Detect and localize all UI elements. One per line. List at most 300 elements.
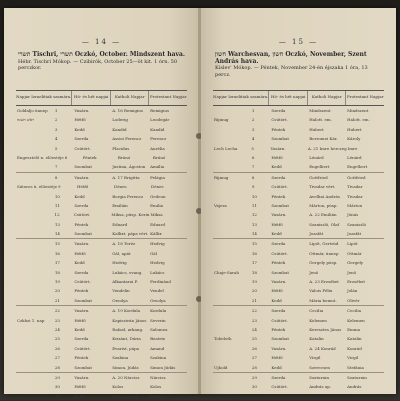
protestant-name: Hedvig xyxy=(150,241,165,247)
catholic-saint: Tivadar vért. xyxy=(309,184,336,190)
protestant-name: Szaniszló xyxy=(347,221,367,227)
weekday: Péntek xyxy=(271,260,286,266)
day-number: 4 xyxy=(54,136,58,142)
day-number: 6 xyxy=(251,154,255,160)
protestant-name: Szabina xyxy=(150,355,167,361)
day-number: 30 xyxy=(54,384,60,390)
catholic-saint: A. 18 Teréz xyxy=(112,241,136,247)
protestant-name: Engelbert xyxy=(347,164,368,170)
weekday: Kedd xyxy=(271,164,282,170)
catholic-saint: Vendelin xyxy=(112,288,130,294)
catholic-saint: Rafael, arkang. xyxy=(112,326,144,332)
protestant-name: Jenő xyxy=(347,269,357,275)
day-number: 1 xyxy=(54,108,58,113)
weekday: Szerda xyxy=(74,202,89,208)
table-row xyxy=(16,153,187,162)
table-row xyxy=(213,382,384,391)
table-row xyxy=(213,296,384,306)
catholic-saint: Gál, apát xyxy=(112,250,131,256)
catholic-saint: Szaniszló, Olaf xyxy=(309,221,340,227)
jewish-note xyxy=(16,296,54,305)
catholic-saint: Kapisztrán János xyxy=(112,317,147,323)
jewish-note xyxy=(16,268,54,277)
protestant-name: Eduard xyxy=(150,221,166,227)
weekday: Péntek xyxy=(74,288,89,294)
weekday: Hétfő xyxy=(74,384,86,390)
column-headers xyxy=(16,90,187,106)
protestant-name: Leodegár xyxy=(150,117,170,123)
table-row xyxy=(213,316,384,325)
jewish-note xyxy=(16,334,54,343)
day-number: 2 xyxy=(54,117,58,123)
jewish-note xyxy=(213,220,251,229)
jewish-note xyxy=(213,229,251,238)
protestant-name: Ferdinánd xyxy=(150,279,171,285)
day-number: 7 xyxy=(54,164,58,170)
day-number: 25 xyxy=(251,336,257,342)
page-number: — 15 — xyxy=(278,38,319,46)
protestant-name: Imre xyxy=(347,145,358,151)
protestant-name: Remigius xyxy=(150,108,170,113)
catholic-saint: A. 21 Imre herczeg xyxy=(307,145,347,151)
weekday: Vasárn. xyxy=(271,279,287,285)
table-row xyxy=(16,134,187,143)
table-row xyxy=(213,363,384,373)
month-title: חשון Warchesvan, חשון Oczkó, November, Szent András hava. xyxy=(215,51,367,65)
day-number: 4 xyxy=(251,136,255,142)
weekday: Csütört. xyxy=(271,250,288,256)
month-subtitle: Kislev' Mókop. — Péntek, November 24-én éjszaka 1 óra, 13 percz. xyxy=(215,65,368,78)
catholic-saint: A. 17 Brigitta xyxy=(112,174,140,180)
day-number: 27 xyxy=(54,355,60,361)
catholic-saint: Keresztes János xyxy=(309,326,342,332)
day-number: 8 xyxy=(251,174,255,180)
col-catholic: Katholi Napjar xyxy=(111,91,150,105)
catholic-saint: Kandid xyxy=(112,126,127,132)
weekday: Szombat xyxy=(271,336,289,342)
protestant-name: Kállix xyxy=(150,231,162,237)
table-row xyxy=(16,182,187,191)
protestant-name: Ferencz xyxy=(150,136,167,142)
weekday: Péntek xyxy=(74,355,89,361)
table-row xyxy=(16,334,187,343)
jewish-note xyxy=(16,229,54,238)
day-number: 24 xyxy=(54,326,60,332)
weekday: Szombat xyxy=(74,164,92,170)
weekday: Hétfő xyxy=(271,355,283,361)
day-number: 19 xyxy=(54,279,60,285)
table-row xyxy=(16,144,187,153)
day-number: 29 xyxy=(251,374,257,380)
protestant-name: Dénes xyxy=(151,184,164,190)
catholic-saint: Gergely püsp. xyxy=(309,260,338,266)
day-number: 18 xyxy=(54,269,60,275)
jewish-note xyxy=(213,258,251,267)
day-number: 5 xyxy=(54,145,58,151)
day-number: 28 xyxy=(251,364,257,370)
table-row xyxy=(213,173,384,182)
day-number: 24 xyxy=(251,326,257,332)
catholic-saint: Mindszent xyxy=(309,108,331,113)
jewish-note xyxy=(213,325,251,334)
table-row xyxy=(16,192,187,201)
weekday: Hétfő xyxy=(74,117,86,123)
weekday: Csütört. xyxy=(73,212,91,218)
protestant-name: Gottfried xyxy=(347,174,366,180)
day-number: 9 xyxy=(251,184,255,190)
protestant-name: Mindszent xyxy=(347,108,369,113)
jewish-note: Rijmug xyxy=(214,174,229,180)
jewish-note xyxy=(16,306,54,315)
table-row xyxy=(16,115,187,124)
table-row xyxy=(213,162,384,172)
protestant-name: Hubert xyxy=(347,126,362,132)
day-number: 30 xyxy=(251,384,257,390)
jewish-note xyxy=(16,258,54,267)
right-page xyxy=(201,8,396,394)
day-number: 19 xyxy=(251,279,257,285)
jewish-note xyxy=(16,277,54,286)
day-number: 12 xyxy=(54,212,60,218)
left-page xyxy=(4,8,199,399)
jewish-note: Toledoth xyxy=(214,336,232,342)
table-row xyxy=(16,316,187,325)
table-row xyxy=(16,353,187,362)
jewish-note xyxy=(16,134,54,143)
table-row xyxy=(16,258,187,267)
weekday: Szerda xyxy=(74,136,89,142)
protestant-name: Halott. em. xyxy=(347,117,370,123)
protestant-name: Gedeon xyxy=(150,193,166,199)
weekday: Szombat xyxy=(271,136,289,142)
weekday: Vasárn. xyxy=(74,174,90,180)
jewish-note: ראש השנה xyxy=(17,117,35,123)
weekday: Csütört. xyxy=(271,184,288,190)
day-number: 18 xyxy=(251,269,257,275)
weekday: Vasárn. xyxy=(271,212,287,218)
day-number: 20 xyxy=(54,288,60,294)
table-row xyxy=(16,125,187,134)
jewish-note xyxy=(16,353,54,362)
weekday: Hétfő xyxy=(76,184,89,190)
protestant-name: Amand xyxy=(150,345,165,351)
catholic-saint: A. 23 Erzsébet xyxy=(309,279,339,285)
weekday: Szombat xyxy=(271,202,289,208)
table-row xyxy=(16,229,187,239)
jewish-note xyxy=(16,210,54,219)
jewish-note xyxy=(213,182,251,191)
protestant-name: Nárcisz xyxy=(150,374,166,380)
table-row xyxy=(213,192,384,201)
day-number: 8 xyxy=(54,174,58,180)
protestant-name: Olivér xyxy=(347,297,360,303)
table-row xyxy=(16,162,187,172)
day-number: 10 xyxy=(251,193,257,199)
day-number: 12 xyxy=(251,212,257,218)
table-row xyxy=(213,153,384,162)
day-number: 13 xyxy=(251,221,257,227)
jewish-note xyxy=(16,144,54,153)
protestant-name: Amália xyxy=(150,164,165,170)
protestant-name: Szaturnin xyxy=(347,374,367,380)
catholic-saint: A. 19 Kordula xyxy=(112,308,141,314)
col-catholic: Katholi Napjar xyxy=(308,91,347,105)
protestant-name: Gergely xyxy=(347,260,364,266)
catholic-saint: Szaturnin xyxy=(309,374,329,380)
table-row xyxy=(16,220,187,229)
table-row xyxy=(213,239,384,248)
table-row xyxy=(16,392,187,401)
protestant-name: András xyxy=(347,384,362,390)
jewish-note xyxy=(16,382,54,391)
jewish-note xyxy=(213,249,251,258)
weekday: Kedd xyxy=(74,126,85,132)
protestant-name: Tivadar xyxy=(347,193,363,199)
weekday: Szerda xyxy=(271,374,286,380)
protestant-name: Jozafát xyxy=(347,231,362,237)
day-number: 2 xyxy=(251,117,255,123)
weekday: Kedd xyxy=(74,260,85,266)
protestant-name: Károly xyxy=(347,136,361,142)
table-row xyxy=(16,249,187,258)
day-number: 16 xyxy=(54,250,60,256)
table-row xyxy=(213,134,384,143)
day-number: 31 xyxy=(54,393,60,399)
weekday: Kedd xyxy=(271,231,282,237)
weekday: Szerda xyxy=(271,108,286,113)
table-row xyxy=(213,249,384,258)
weekday: Péntek xyxy=(271,326,286,332)
catholic-saint: Orsolya xyxy=(112,297,128,303)
catholic-saint: Mária bemut. xyxy=(309,297,337,303)
jewish-note xyxy=(213,239,251,248)
catholic-saint: Avellini András xyxy=(309,193,340,199)
protestant-name: Kelemen xyxy=(347,317,365,323)
table-row xyxy=(213,210,384,219)
table-row xyxy=(16,277,187,286)
jewish-note xyxy=(213,106,251,115)
day-number: 29 xyxy=(54,374,60,380)
jewish-note xyxy=(213,277,251,286)
protestant-name: Pelágia xyxy=(150,174,165,180)
table-row xyxy=(213,229,384,239)
table-row xyxy=(16,382,187,391)
jewish-note xyxy=(213,210,251,219)
open-book-spread xyxy=(4,8,396,399)
protestant-name: Stefánia xyxy=(347,364,364,370)
day-number: 21 xyxy=(251,297,257,303)
catholic-saint: Borromei Kár. xyxy=(309,136,338,142)
protestant-name: Emilia xyxy=(150,202,164,208)
protestant-name: Beatrix xyxy=(150,336,165,342)
weekday: Szerda xyxy=(271,174,286,180)
jewish-note: Ujhold xyxy=(214,364,228,370)
table-row xyxy=(213,277,384,286)
table-row xyxy=(213,106,384,115)
day-number: 3 xyxy=(251,126,255,132)
catholic-saint: Brúnó xyxy=(117,154,131,160)
jewish-note xyxy=(16,173,54,182)
col-jewish: Napjar Izraelitiak szamára. xyxy=(16,91,72,105)
catholic-saint: Lipót, Gertrúd xyxy=(309,241,339,247)
catholic-saint: Eduard xyxy=(112,221,128,227)
protestant-name: Orsolya xyxy=(150,297,166,303)
day-number: 17 xyxy=(54,260,60,266)
table-row xyxy=(16,344,187,353)
catholic-saint: Jozafát xyxy=(309,231,324,237)
day-number: 10 xyxy=(54,193,60,199)
day-number: 15 xyxy=(54,241,60,247)
catholic-saint: Farkas, püsp. xyxy=(112,393,140,399)
catholic-saint: Placidus xyxy=(112,145,130,151)
jewish-note xyxy=(213,134,251,143)
table-row xyxy=(213,115,384,124)
protestant-name: Gál xyxy=(150,250,157,256)
day-number: 26 xyxy=(54,345,60,351)
protestant-name: Lénárd xyxy=(347,154,362,160)
catholic-saint: Szabina xyxy=(112,355,129,361)
column-headers xyxy=(213,90,384,106)
catholic-saint: A. 16 Remigius xyxy=(112,108,143,113)
day-number: 15 xyxy=(251,241,257,247)
table-row xyxy=(213,125,384,134)
day-number: 16 xyxy=(251,250,257,256)
day-number: 21 xyxy=(54,297,60,303)
table-row xyxy=(16,106,187,115)
weekday: Szombat xyxy=(271,269,289,275)
jewish-note xyxy=(213,286,251,295)
jewish-note xyxy=(16,363,54,372)
table-row xyxy=(16,286,187,295)
catholic-saint: Jenő xyxy=(309,269,319,275)
day-number: 13 xyxy=(54,221,60,227)
protestant-name: Márton xyxy=(347,202,363,208)
day-number: 22 xyxy=(54,308,60,314)
protestant-name: Erzsébet xyxy=(347,279,366,285)
weekday: Szerda xyxy=(271,308,286,314)
catholic-saint: Kelemen xyxy=(309,317,327,323)
table-row xyxy=(16,325,187,334)
weekday: Hétfő xyxy=(271,221,283,227)
day-number: 26 xyxy=(251,345,257,351)
weekday: Vasárn. xyxy=(74,241,90,247)
jewish-note: Goldaljo ünnep xyxy=(17,108,48,113)
catholic-saint: Assisi Ferencz xyxy=(112,136,142,142)
weekday: Hétfő xyxy=(271,288,283,294)
weekday: Szerda xyxy=(271,241,286,247)
table-row xyxy=(16,296,187,306)
protestant-name: Kordula xyxy=(150,308,167,314)
catholic-saint: Krizánt, Dária xyxy=(112,336,141,342)
weekday: Hétfő xyxy=(74,250,86,256)
col-protestant: Protestant Napjar xyxy=(347,94,384,99)
catholic-saint: Engelbert xyxy=(309,164,330,170)
weekday: Szerda xyxy=(74,269,89,275)
jewish-note: Engesztelő n. előestéje xyxy=(17,154,64,160)
protestant-name: Salomea xyxy=(150,326,168,332)
page-number: — 14 — xyxy=(81,38,122,46)
col-day: Hó- és hét napjai xyxy=(72,91,111,105)
catholic-saint: Justina, Ágoston xyxy=(112,164,146,170)
catholic-saint: Gottfried xyxy=(309,174,328,180)
protestant-name: Lukács xyxy=(150,269,165,275)
protestant-name: Emma xyxy=(347,326,360,332)
table-row xyxy=(213,258,384,267)
jewish-note: Sátoros ü. előestéje xyxy=(17,184,57,190)
jewish-note xyxy=(16,192,54,201)
protestant-name: Konrád xyxy=(347,345,362,351)
table-row xyxy=(213,182,384,191)
day-number: 3 xyxy=(54,126,58,132)
month-subtitle: Hébr. Tischri Mókop. — Czibirók, October 25—öt kit. 1 órn. 50 perczkor. xyxy=(18,58,178,71)
jewish-note: Chaje-Sarah xyxy=(214,269,239,275)
catholic-saint: Kallixt, pápa vért. xyxy=(112,231,149,237)
weekday: Vasárn. xyxy=(74,308,90,314)
day-number: 27 xyxy=(251,355,257,361)
jewish-note xyxy=(16,239,54,248)
weekday: Szombat xyxy=(74,231,92,237)
jewish-note xyxy=(213,306,251,315)
catholic-saint: András ap. xyxy=(309,384,332,390)
weekday: Csütört. xyxy=(271,384,288,390)
jewish-note: Czkbzi 1. nap xyxy=(17,317,45,323)
table-row xyxy=(213,286,384,295)
protestant-name: Hedvig xyxy=(150,260,165,266)
jewish-note xyxy=(213,344,251,353)
weekday: Péntek xyxy=(271,126,286,132)
catholic-saint: Borgia Ferencz xyxy=(112,193,144,199)
table-row xyxy=(213,306,384,315)
catholic-saint: Virgil xyxy=(309,355,321,361)
day-number: 7 xyxy=(251,164,255,170)
day-number: 14 xyxy=(251,231,257,237)
day-number: 11 xyxy=(251,202,257,208)
month-title: תשרי Tischri, תשרי Oczkó, October. Mindszent hava. xyxy=(18,51,185,58)
jewish-note xyxy=(213,125,251,134)
catholic-saint: Emilián xyxy=(112,202,128,208)
catholic-saint: Márton, püsp. xyxy=(309,202,338,208)
weekday: Vasárn. xyxy=(74,374,90,380)
weekday: Csütört. xyxy=(74,279,91,285)
day-number: 5 xyxy=(251,145,254,151)
jewish-note: Lech Lecha xyxy=(214,145,238,151)
catholic-saint: Hubert xyxy=(309,126,324,132)
jewish-note xyxy=(213,192,251,201)
month-header xyxy=(215,52,382,78)
weekday: Csütört. xyxy=(271,317,288,323)
col-jewish: Napjar Izraelitiak szamára. xyxy=(213,91,269,105)
jewish-note: Rijmug xyxy=(214,117,229,123)
protestant-name: Ottmár xyxy=(347,250,362,256)
day-number: 17 xyxy=(251,260,257,266)
day-number: 23 xyxy=(251,317,257,323)
table-row xyxy=(16,201,187,210)
jewish-note xyxy=(16,162,54,171)
weekday: Szombat xyxy=(74,297,92,303)
protestant-name: Severin xyxy=(150,317,166,323)
day-number: 20 xyxy=(251,288,257,294)
day-number: 23 xyxy=(54,317,60,323)
protestant-name: Jónás xyxy=(347,212,359,218)
col-protestant: Protestant Napjar xyxy=(150,94,187,99)
jewish-note xyxy=(213,296,251,305)
table-row xyxy=(16,239,187,248)
weekday: Csütört. xyxy=(74,345,91,351)
day-number: 14 xyxy=(54,231,60,237)
protestant-name: Brúnó xyxy=(152,154,166,160)
weekday: Kedd xyxy=(74,193,85,199)
jewish-note xyxy=(213,373,251,382)
